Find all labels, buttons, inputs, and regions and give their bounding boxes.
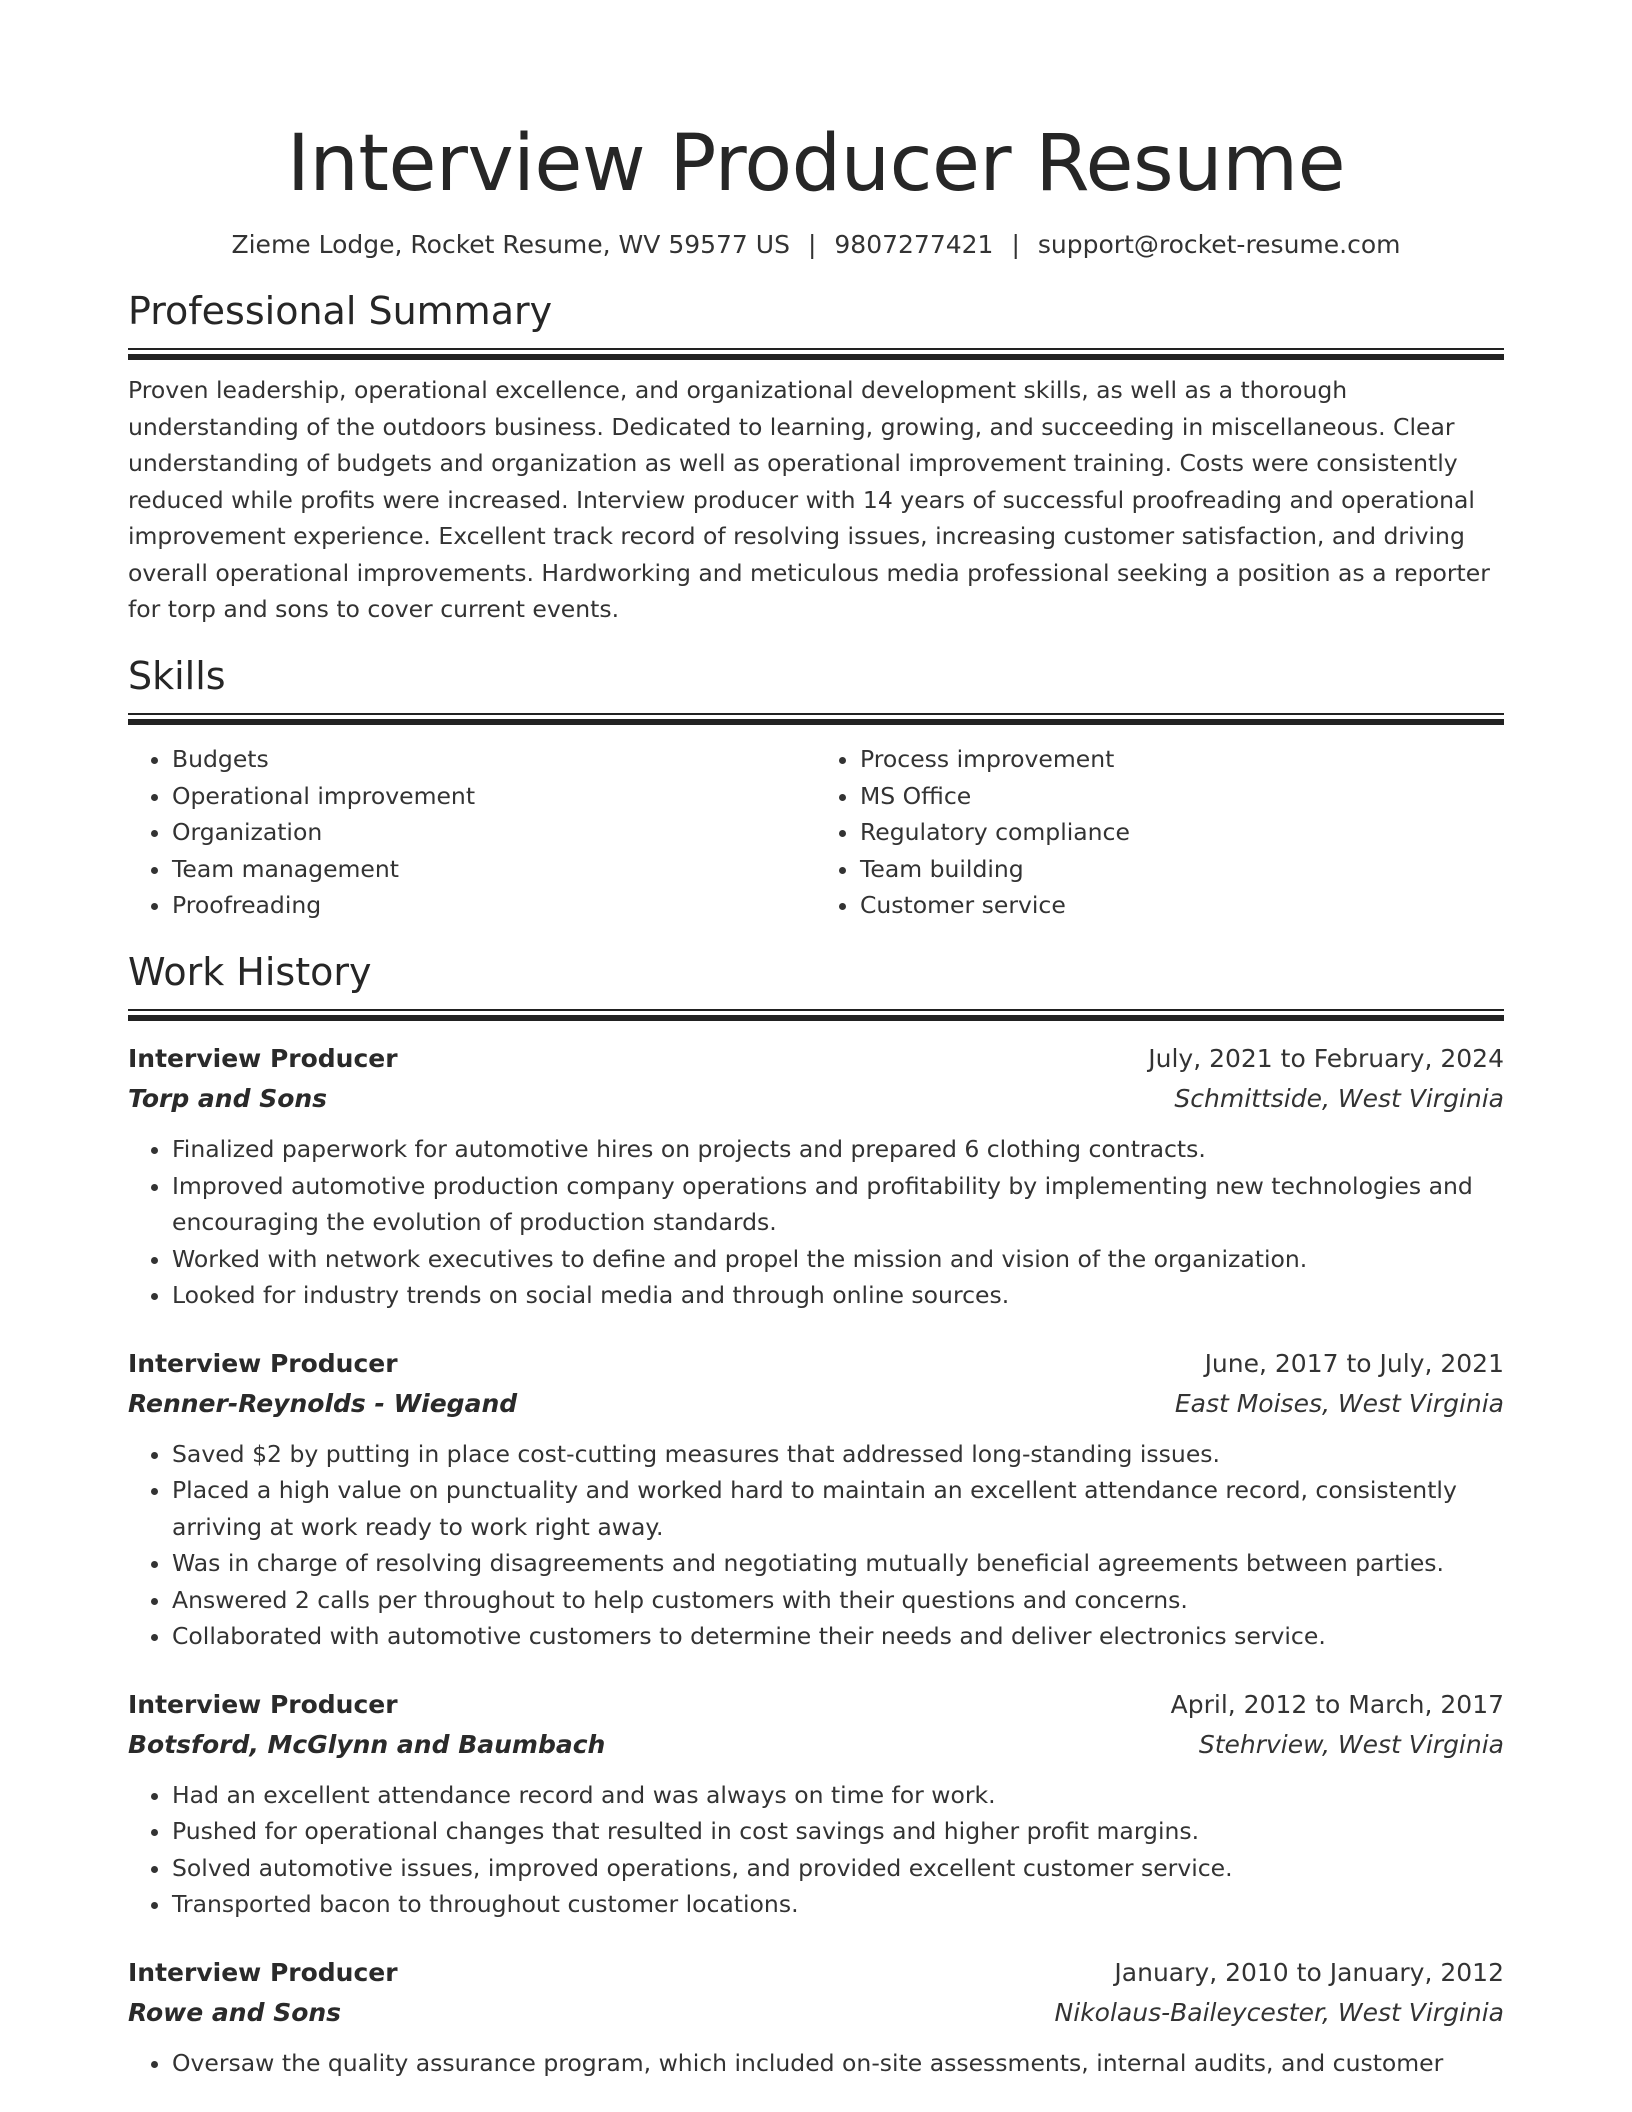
section-divider xyxy=(128,1009,1504,1021)
job-duty: • Placed a high value on punctuality and worked hard to maintain an excellent attendance record, consistently arriving at work ready to work right away. xyxy=(172,1472,1504,1545)
job-duties-list xyxy=(128,1777,1504,1923)
job-location: Nikolaus-Baileycester, West Virginia xyxy=(1054,1997,1504,2027)
contact-address: Zieme Lodge, Rocket Resume, WV 59577 US xyxy=(231,229,790,259)
resume-title: Interview Producer Resume xyxy=(286,119,1346,209)
contact-separator: | xyxy=(1011,229,1020,259)
job-entry xyxy=(128,1039,1504,1314)
job-header-row xyxy=(128,1039,1504,1079)
job-duties-list xyxy=(128,2045,1504,2082)
work-section xyxy=(128,950,1504,2082)
summary-heading: Professional Summary xyxy=(128,288,553,333)
job-header-row xyxy=(128,1344,1504,1384)
job-duty: • Solved automotive issues, improved operations, and provided excellent customer service. xyxy=(172,1850,1504,1887)
job-header-row xyxy=(128,1953,1504,1993)
job-duty: • Collaborated with automotive customers to determine their needs and deliver electronics service. xyxy=(172,1618,1504,1655)
job-duty: • Answered 2 calls per throughout to help customers with their questions and concerns. xyxy=(172,1582,1504,1619)
job-company-row xyxy=(128,1384,1504,1424)
job-header-row xyxy=(128,1685,1504,1725)
contact-line xyxy=(128,230,1504,259)
job-duty: • Worked with network executives to define and propel the mission and vision of the organization. xyxy=(172,1241,1504,1278)
job-title: Interview Producer xyxy=(128,1689,398,1719)
skill-item: • Regulatory compliance xyxy=(860,814,1504,851)
job-entry xyxy=(128,1953,1504,2082)
job-location: East Moises, West Virginia xyxy=(1174,1388,1504,1418)
job-duties-list xyxy=(128,1131,1504,1314)
job-title: Interview Producer xyxy=(128,1957,398,1987)
contact-phone: 9807277421 xyxy=(834,229,994,259)
job-duty: • Improved automotive production company operations and profitability by implementing new technologies and encouraging the evolution of production standards. xyxy=(172,1168,1504,1241)
job-company-row xyxy=(128,1725,1504,1765)
job-dates: January, 2010 to January, 2012 xyxy=(1114,1957,1504,1987)
job-company-row xyxy=(128,1079,1504,1119)
contact-separator: | xyxy=(807,229,817,259)
section-divider xyxy=(128,348,1504,360)
job-duty: • Oversaw the quality assurance program, which included on-site assessments, internal audits, and customer xyxy=(172,2045,1504,2082)
job-duty: • Transported bacon to throughout customer locations. xyxy=(172,1886,1504,1923)
skills-list-right xyxy=(816,741,1504,924)
job-entry xyxy=(128,1344,1504,1655)
skill-item: • Operational improvement xyxy=(172,778,816,815)
skill-item: • MS Office xyxy=(860,778,1504,815)
skill-item: • Budgets xyxy=(172,741,816,778)
contact-email: support@rocket-resume.com xyxy=(1037,229,1401,259)
job-duty: • Looked for industry trends on social media and through online sources. xyxy=(172,1277,1504,1314)
skill-item: • Team building xyxy=(860,851,1504,888)
job-duty: • Pushed for operational changes that resulted in cost savings and higher profit margins. xyxy=(172,1813,1504,1850)
skill-item: • Proofreading xyxy=(172,887,816,924)
job-location: Stehrview, West Virginia xyxy=(1198,1729,1504,1759)
job-duty: • Was in charge of resolving disagreements and negotiating mutually beneficial agreements between parties. xyxy=(172,1545,1504,1582)
job-duty: • Had an excellent attendance record and was always on time for work. xyxy=(172,1777,1504,1814)
job-company: Rowe and Sons xyxy=(128,1997,342,2027)
skills-columns xyxy=(128,741,1504,924)
summary-section xyxy=(128,289,1504,628)
resume-page xyxy=(128,0,1504,2081)
job-company: Botsford, McGlynn and Baumbach xyxy=(128,1729,606,1759)
summary-text: Proven leadership, operational excellence, and organizational development skills, as well as a thorough understanding of the outdoors business. Dedicated to learning, growing, and succeeding in miscellaneous. Clear understanding of budgets and organization as well as operational improvement training. Costs were consistently reduced while profits were increased. Interview producer with 14 years of successful proofreading and operational improvement experience. Excellent track record of resolving issues, increasing customer satisfaction, and driving overall operational improvements. Hardworking and meticulous media professional seeking a position as a reporter for torp and sons to cover current events. xyxy=(128,376,1490,624)
skills-heading: Skills xyxy=(128,653,226,698)
skill-item: • Team management xyxy=(172,851,816,888)
job-location: Schmittside, West Virginia xyxy=(1174,1084,1504,1114)
skill-item: • Customer service xyxy=(860,887,1504,924)
job-dates: June, 2017 to July, 2021 xyxy=(1204,1348,1504,1378)
job-duty: • Finalized paperwork for automotive hires on projects and prepared 6 clothing contracts. xyxy=(172,1131,1504,1168)
job-duties-list xyxy=(128,1436,1504,1655)
job-company: Renner-Reynolds - Wiegand xyxy=(128,1388,518,1418)
job-entry xyxy=(128,1685,1504,1923)
skills-section xyxy=(128,654,1504,924)
job-company-row xyxy=(128,1993,1504,2033)
job-title: Interview Producer xyxy=(128,1044,398,1074)
job-duty: • Saved $2 by putting in place cost-cutting measures that addressed long-standing issues. xyxy=(172,1436,1504,1473)
job-company: Torp and Sons xyxy=(128,1084,328,1114)
skills-list-left xyxy=(128,741,816,924)
job-dates: April, 2012 to March, 2017 xyxy=(1170,1689,1504,1719)
section-divider xyxy=(128,713,1504,725)
job-dates: July, 2021 to February, 2024 xyxy=(1148,1044,1504,1074)
job-title: Interview Producer xyxy=(128,1348,398,1378)
skill-item: • Organization xyxy=(172,814,816,851)
work-heading: Work History xyxy=(128,949,372,994)
skill-item: • Process improvement xyxy=(860,741,1504,778)
